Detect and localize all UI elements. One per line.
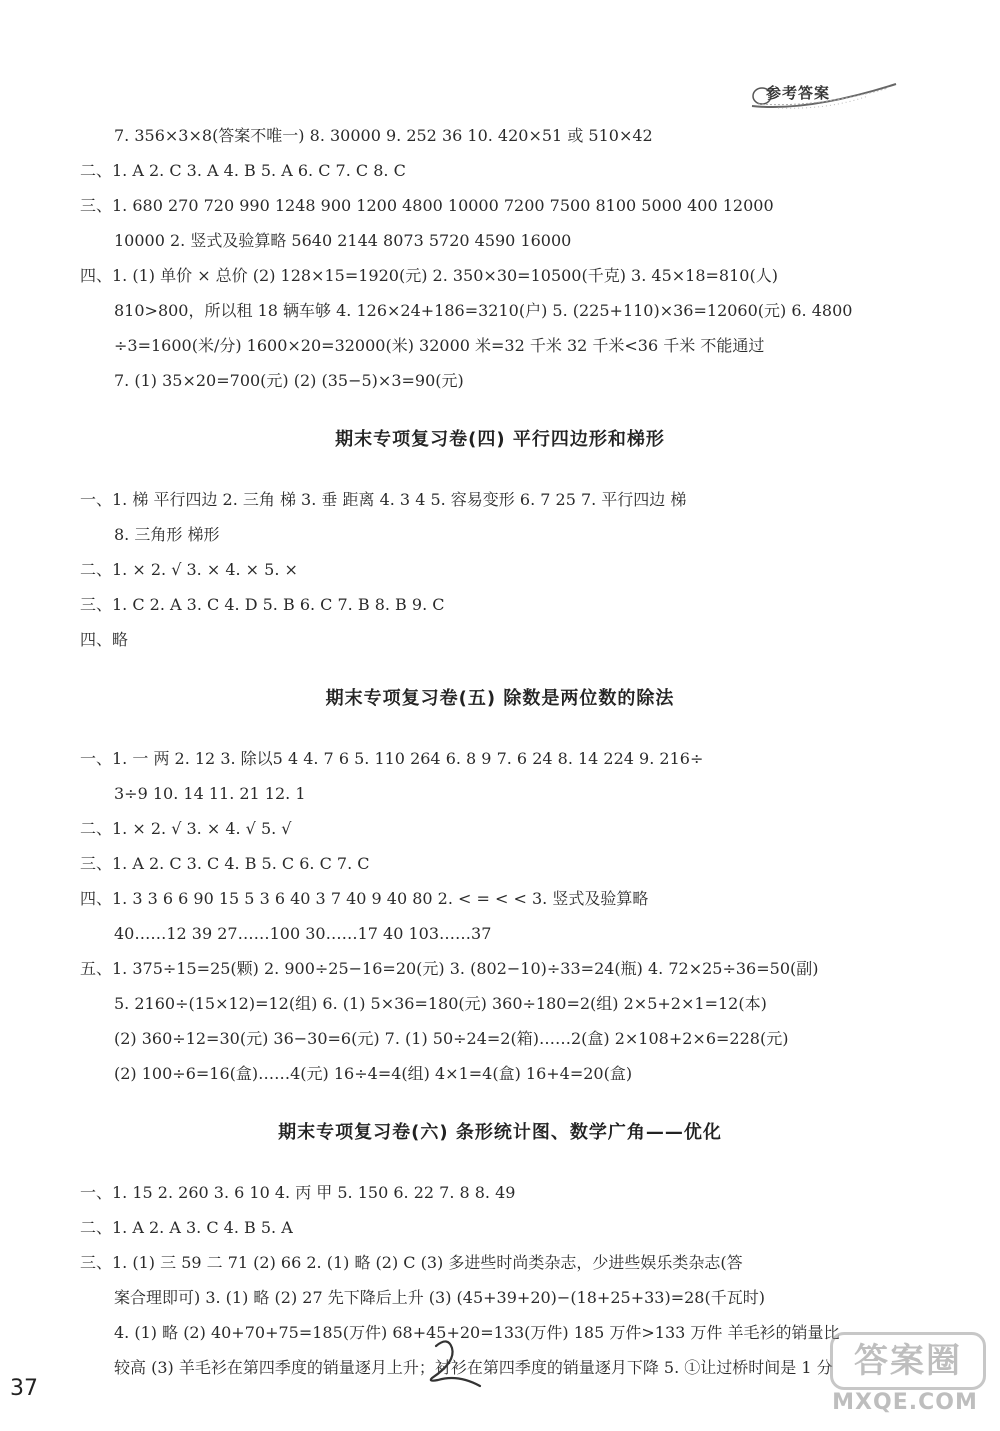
answer-line: 7. 356×3×8(答案不唯一) 8. 30000 9. 252 36 10. 420×51 或 510×42 [114, 126, 653, 145]
answer-line: 二、1. × 2. √ 3. × 4. × 5. × [80, 560, 298, 579]
section-title: 期末专项复习卷(五) 除数是两位数的除法 [325, 688, 675, 709]
answer-line: 二、1. A 2. A 3. C 4. B 5. A [80, 1218, 293, 1237]
answer-line: (2) 100÷6=16(盒)……4(元) 16÷4=4(组) 4×1=4(盒) 16+4=20(盒) [114, 1064, 633, 1083]
answer-line: 810>800，所以租 18 辆车够 4. 126×24+186=3210(户) 5. (225+110)×36=12060(元) 6. 4800 [114, 301, 853, 320]
answer-line: 案合理即可) 3. (1) 略 (2) 27 先下降后上升 (3) (45+39+20)−(18+25+33)=28(千瓦时) [114, 1288, 765, 1307]
answer-line: 4. (1) 略 (2) 40+70+75=185(万件) 68+45+20=133(万件) 185 万件>133 万件 羊毛衫的销量比 [114, 1323, 840, 1342]
answer-line: 三、1. (1) 三 59 二 71 (2) 66 2. (1) 略 (2) C (3) 多进些时尚类杂志，少进些娱乐类杂志(答 [80, 1253, 743, 1272]
watermark-url: MXQE.COM [832, 1390, 978, 1415]
answer-line: 7. (1) 35×20=700(元) (2) (35−5)×3=90(元) [114, 371, 464, 390]
handwritten-mark [418, 1334, 488, 1394]
answer-line: ÷3=1600(米/分) 1600×20=32000(米) 32000 米=32 千米 32 千米<36 千米 不能通过 [114, 336, 765, 355]
answer-line: 三、1. 680 270 720 990 1248 900 1200 4800 10000 7200 7500 8100 5000 400 12000 [80, 196, 774, 215]
answer-line: 四、1. (1) 单价 × 总价 (2) 128×15=1920(元) 2. 350×30=10500(千克) 3. 45×18=810(人) [80, 266, 778, 285]
answer-line: 五、1. 375÷15=25(颗) 2. 900÷25−16=20(元) 3. (802−10)÷33=24(瓶) 4. 72×25÷36=50(副) [80, 959, 819, 978]
watermark [820, 1332, 990, 1422]
page-number: 37 [10, 1376, 38, 1401]
answer-line: 一、1. 一 两 2. 12 3. 除以5 4 4. 7 6 5. 110 264 6. 8 9 7. 6 24 8. 14 224 9. 216÷ [80, 749, 704, 768]
answer-line: 5. 2160÷(15×12)=12(组) 6. (1) 5×36=180(元) 360÷180=2(组) 2×5+2×1=12(本) [114, 994, 767, 1013]
answer-line: 三、1. A 2. C 3. C 4. B 5. C 6. C 7. C [80, 854, 370, 873]
answer-content [80, 118, 920, 1385]
answer-key-label: 参考答案 [766, 84, 831, 102]
watermark-logo: 答案圈 [830, 1332, 986, 1390]
answer-line: (2) 360÷12=30(元) 36−30=6(元) 7. (1) 50÷24=2(箱)……2(盒) 2×108+2×6=228(元) [114, 1029, 789, 1048]
answer-line: 8. 三角形 梯形 [114, 525, 220, 544]
answer-line: 四、略 [80, 630, 129, 649]
answer-line: 一、1. 梯 平行四边 2. 三角 梯 3. 垂 距离 4. 3 4 5. 容易变形 6. 7 25 7. 平行四边 梯 [80, 490, 687, 509]
answer-key-header-tag [748, 74, 898, 114]
answer-line: 一、1. 15 2. 260 3. 6 10 4. 丙 甲 5. 150 6. 22 7. 8 8. 49 [80, 1183, 516, 1202]
section-title: 期末专项复习卷(四) 平行四边形和梯形 [335, 429, 665, 450]
answer-line: 10000 2. 竖式及验算略 5640 2144 8073 5720 4590 16000 [114, 231, 572, 250]
answer-line: 二、1. × 2. √ 3. × 4. √ 5. √ [80, 819, 292, 838]
answer-line: 三、1. C 2. A 3. C 4. D 5. B 6. C 7. B 8. B 9. C [80, 595, 445, 614]
answer-line: 3÷9 10. 14 11. 21 12. 1 [114, 784, 306, 803]
answer-line: 较高 (3) 羊毛衫在第四季度的销量逐月上升；衬衫在第四季度的销量逐月下降 5. ①让过桥时间是 1 分 [114, 1358, 833, 1377]
section-title: 期末专项复习卷(六) 条形统计图、数学广角——优化 [278, 1122, 722, 1143]
answer-line: 四、1. 3 3 6 6 90 15 5 3 6 40 3 7 40 9 40 80 2. < = < < 3. 竖式及验算略 [80, 889, 649, 908]
answer-line: 二、1. A 2. C 3. A 4. B 5. A 6. C 7. C 8. C [80, 161, 406, 180]
answer-line: 40……12 39 27……100 30……17 40 103……37 [114, 924, 492, 943]
